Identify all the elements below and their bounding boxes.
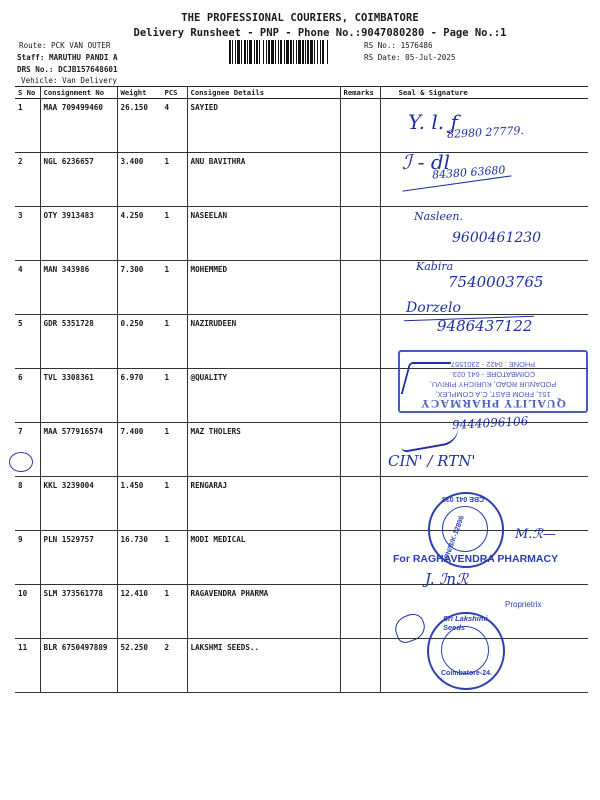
- col-weight: Weight: [120, 88, 147, 97]
- cell-weight: 12.410: [120, 589, 148, 598]
- cell-remarks: [340, 531, 380, 585]
- seal-city-text: Coimbatore-24.: [441, 670, 492, 677]
- cell-weight-pcs: [117, 477, 187, 531]
- seal-name-text: Sri Lakshimi Seeds: [443, 614, 488, 632]
- cell-weight: 52.250: [120, 643, 148, 652]
- signature-row-3: Nasleen.: [414, 210, 463, 223]
- signature-row-1: Y. l. ƒ: [408, 110, 458, 134]
- cell-remarks: [340, 585, 380, 639]
- cell-remarks: [340, 369, 380, 423]
- signature-row-5: Dorzelo: [406, 300, 461, 316]
- col-weight-pcs: [117, 87, 187, 99]
- cell-pcs: 1: [164, 427, 170, 436]
- cell-sno: 1: [15, 99, 40, 153]
- col-consignment: Consignment No: [40, 87, 117, 99]
- cell-sno: 5: [15, 315, 40, 369]
- cell-consignee: @QUALITY: [187, 369, 340, 423]
- cell-weight: 6.970: [120, 373, 144, 382]
- cell-pcs: 1: [164, 589, 170, 598]
- cell-remarks: [340, 639, 380, 693]
- col-sno: S No: [15, 87, 40, 99]
- col-pcs: PCS: [164, 88, 178, 97]
- col-consignee: Consignee Details: [187, 87, 340, 99]
- col-remarks: Remarks: [340, 87, 380, 99]
- cell-consignee: ANU BAVITHRA: [187, 153, 340, 207]
- cell-pcs: 1: [164, 157, 170, 166]
- barcode-bar: [328, 40, 329, 64]
- cell-consignment: GDR 5351728: [40, 315, 117, 369]
- signature-row-9: M.ℛ—: [515, 527, 556, 542]
- cell-sno: 11: [15, 639, 40, 693]
- cell-pcs: 2: [164, 643, 170, 652]
- cell-sno: 9: [15, 531, 40, 585]
- phone-row-2: 84380 63680: [431, 163, 506, 182]
- cell-remarks: [340, 477, 380, 531]
- cell-consignee: MOHEMMED: [187, 261, 340, 315]
- phone-row-4: 7540003765: [448, 273, 544, 291]
- cell-consignee: LAKSHMI SEEDS..: [187, 639, 340, 693]
- proprietrix-label: Proprietrix: [505, 600, 542, 609]
- cell-consignment: NGL 6236657: [40, 153, 117, 207]
- cell-weight: 1.450: [120, 481, 144, 490]
- cell-pcs: 1: [164, 535, 170, 544]
- cell-weight-pcs: [117, 153, 187, 207]
- cell-consignee: RENGARAJ: [187, 477, 340, 531]
- cell-consignment: SLM 373561778: [40, 585, 117, 639]
- cell-consignee: MODI MEDICAL: [187, 531, 340, 585]
- signature-row-10: J. ℐnℛ: [425, 570, 469, 588]
- cell-remarks: [340, 153, 380, 207]
- cell-consignee: MAZ THOLERS: [187, 423, 340, 477]
- cell-remarks: [340, 99, 380, 153]
- company-title: THE PROFESSIONAL COURIERS, COIMBATORE: [181, 12, 419, 24]
- phone-row-1: 82980 27779.: [446, 123, 525, 142]
- cell-weight-pcs: [117, 531, 187, 585]
- cell-sno: 3: [15, 207, 40, 261]
- cell-sno: 10: [15, 585, 40, 639]
- drs-number: DRS No.: DCJB157648601: [17, 65, 118, 74]
- cell-remarks: [340, 207, 380, 261]
- cell-pcs: 4: [164, 103, 170, 112]
- table-header-row: [15, 87, 588, 99]
- cell-consignment: OTY 3913483: [40, 207, 117, 261]
- cell-weight: 4.250: [120, 211, 144, 220]
- signature-row-6: [401, 362, 452, 394]
- cell-weight: 7.400: [120, 427, 144, 436]
- signature-row-4: Kabira: [416, 260, 454, 273]
- cell-pcs: 1: [164, 481, 170, 490]
- phone-row-5: 9486437122: [437, 317, 533, 335]
- cell-remarks: [340, 261, 380, 315]
- raghavendra-pharmacy-print: For RAGHAVENDRA PHARMACY: [393, 553, 559, 565]
- cell-weight: 16.730: [120, 535, 148, 544]
- cell-pcs: 1: [164, 319, 170, 328]
- phone-row-7: 9444096106: [451, 414, 529, 432]
- cell-consignee: SAYIED: [187, 99, 340, 153]
- runsheet-barcode: [229, 40, 351, 64]
- cell-sno: 4: [15, 261, 40, 315]
- cell-weight-pcs: [117, 261, 187, 315]
- rs-info: [364, 40, 455, 64]
- cell-sno: 6: [15, 369, 40, 423]
- cell-consignment: PLN 1529757: [40, 531, 117, 585]
- cell-weight-pcs: [117, 207, 187, 261]
- stamp-phone: PHONE : 0422 - 2301557: [450, 360, 536, 369]
- vehicle-label: Vehicle: Van Delivery: [21, 76, 118, 85]
- signature-row-2: ℐ - dl: [402, 150, 451, 174]
- cell-weight-pcs: [117, 639, 187, 693]
- seal-bottom-text: PN/B/K-12896: [443, 514, 466, 561]
- cell-remarks: [340, 315, 380, 369]
- cell-consignment: BLR 6750497889: [40, 639, 117, 693]
- cell-consignment: TVL 3308361: [40, 369, 117, 423]
- cell-weight: 7.300: [120, 265, 144, 274]
- col-seal-signature: Seal & Signature: [380, 87, 588, 99]
- staff-label: Staff: MARUTHU PANDI A: [17, 53, 118, 62]
- cell-weight-pcs: [117, 369, 187, 423]
- cell-weight: 0.250: [120, 319, 144, 328]
- note-row-8: CIN' / RTN': [388, 452, 476, 470]
- cell-sno: 8: [15, 477, 40, 531]
- cell-sno: 7: [15, 423, 40, 477]
- stamp-pharmacy-name: QUALITY PHARMACY: [420, 397, 566, 411]
- stamp-address-line-2: PODANUR ROAD, KURICHY PIRIVU,: [429, 380, 557, 389]
- cell-consignment: MAN 343986: [40, 261, 117, 315]
- cell-consignee: NASEELAN: [187, 207, 340, 261]
- cell-weight-pcs: [117, 585, 187, 639]
- seal-top-text: CBE 041 023: [442, 495, 485, 502]
- cell-sno: 2: [15, 153, 40, 207]
- runsheet-subtitle: Delivery Runsheet - PNP - Phone No.:9047080280 - Page No.:1: [133, 27, 507, 39]
- cell-consignment: KKL 3239004: [40, 477, 117, 531]
- cell-consignment: MAA 709499460: [40, 99, 117, 153]
- circled-row-8-mark: [9, 452, 33, 472]
- cell-pcs: 1: [164, 211, 170, 220]
- route-label: Route: PCK VAN OUTER: [19, 41, 111, 50]
- lakshmi-seeds-seal: [427, 612, 505, 690]
- cell-pcs: 1: [164, 265, 170, 274]
- table-row: [15, 423, 588, 477]
- rs-date: RS Date: 05-Jul-2025: [364, 53, 456, 62]
- table-row: [15, 153, 588, 207]
- cell-consignee: NAZIRUDEEN: [187, 315, 340, 369]
- cell-weight: 26.150: [120, 103, 148, 112]
- cell-weight-pcs: [117, 315, 187, 369]
- cell-weight-pcs: [117, 423, 187, 477]
- phone-row-3: 9600461230: [452, 230, 542, 246]
- cell-consignee: RAGAVENDRA PHARMA: [187, 585, 340, 639]
- cell-weight: 3.400: [120, 157, 144, 166]
- rs-number: RS No.: 1576486: [364, 41, 433, 50]
- cell-consignment: MAA 577916574: [40, 423, 117, 477]
- stamp-address-line-3: COIMBATORE - 641 023.: [450, 370, 536, 379]
- cell-remarks: [340, 423, 380, 477]
- cell-pcs: 1: [164, 373, 170, 382]
- stamp-address-line-1: 151, FROM EAST, C.A COMPLEX,: [435, 390, 551, 399]
- cell-weight-pcs: [117, 99, 187, 153]
